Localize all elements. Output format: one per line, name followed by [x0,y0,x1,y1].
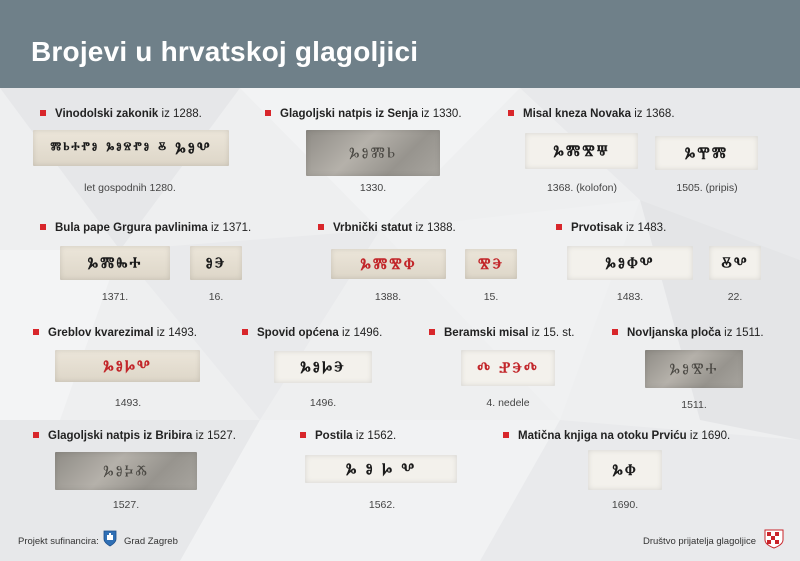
section-title: Postila iz 1562. [300,430,396,442]
sample-caption: 15. [483,291,499,303]
section-title: Beramski misal iz 15. st. [429,327,574,339]
glagolitic-sample: ⰑⰅ [190,246,242,280]
glagolitic-sample: Ⰴ ⰐⰅⰄ [461,350,555,386]
bullet-icon [40,224,46,230]
bullet-icon [503,432,509,438]
glagolitic-sample: ⰃⰗ [588,450,662,490]
society-logo-icon [764,529,784,549]
sample-caption: 1496. [309,397,337,409]
section-title: Matična knjiga na otoku Prviću iz 1690. [503,430,730,442]
bullet-icon [556,224,562,230]
section-title: Vinodolski zakonik iz 1288. [40,108,202,120]
glagolitic-sample: ⰋⰂ [709,246,761,280]
bullet-icon [429,329,435,335]
section-title: Greblov kvarezimal iz 1493. [33,327,197,339]
sample-caption: let gospodnih 1280. [84,182,176,194]
section-title: Spovid općena iz 1496. [242,327,382,339]
glagolitic-sample: ⰃⰑⰏⰓ [306,130,440,176]
bullet-icon [33,432,39,438]
sample-caption: 1505. (pripis) [676,182,738,194]
sample-caption: 1371. [101,291,129,303]
society-name: Društvo prijatelja glagoljice [643,536,756,547]
glagolitic-sample: ⰃⰏⰊⰗ [331,249,446,279]
section-title: Vrbnički statut iz 1388. [318,222,456,234]
sample-caption: 1330. [359,182,387,194]
bullet-icon [300,432,306,438]
glagolitic-sample: ⰃⰏⰊⰛ [525,133,638,169]
project-label: Projekt sufinancira: [18,536,99,547]
sample-caption: 22. [727,291,743,303]
section-title: Glagoljski natpis iz Bribira iz 1527. [33,430,236,442]
sample-caption: 4. nedele [486,397,530,409]
glagolitic-sample: Ⰳ Ⱁ Ⱈ Ⰲ [305,455,457,483]
sample-caption: 1388. [374,291,402,303]
zagreb-coat-of-arms-icon [103,530,117,547]
sample-caption: 1562. [368,499,396,511]
glagolitic-sample: ⰃⰑⰘⰂ [55,350,200,382]
section-title: Novljanska ploča iz 1511. [612,327,764,339]
city-name: Grad Zagreb [124,536,178,547]
bullet-icon [242,329,248,335]
page-title: Brojevi u hrvatskoj glagoljici [31,36,419,67]
glagolitic-sample: ⰃⰑⰊⰀ [645,350,743,388]
sample-caption: 16. [208,291,224,303]
glagolitic-sample: ⰃⰏⰈⰀ [60,246,170,280]
sample-caption: 1511. [681,399,707,411]
glagolitic-sample: ⰃⰑⰍⰆ [55,452,197,490]
bullet-icon [612,329,618,335]
glagolitic-sample: ⰿⱃⰰⱂⱁ ⰳⱁⱄⱂⱁ ⰻ ⰃⰑⰂ [33,130,229,166]
bullet-icon [33,329,39,335]
sample-caption: 1690. [611,499,639,511]
bullet-icon [265,110,271,116]
glagolitic-sample: ⰊⰅ [465,249,517,279]
bullet-icon [40,110,46,116]
bullet-icon [508,110,514,116]
section-title: Misal kneza Novaka iz 1368. [508,108,675,120]
section-title: Bula pape Grgura pavlinima iz 1371. [40,222,251,234]
sample-caption: 1368. (kolofon) [546,182,618,194]
section-title: Glagoljski natpis iz Senja iz 1330. [265,108,462,120]
bullet-icon [318,224,324,230]
sample-caption: 1493. [114,397,142,409]
glagolitic-sample: ⰃⰑⰗⰂ [567,246,693,280]
sample-caption: 1527. [112,499,140,511]
glagolitic-sample: ⰃⰉⰏ [655,136,758,170]
section-title: Prvotisak iz 1483. [556,222,666,234]
sample-caption: 1483. [616,291,644,303]
glagolitic-sample: ⰃⰑⰘⰅ [274,351,372,383]
page-header [0,0,800,88]
